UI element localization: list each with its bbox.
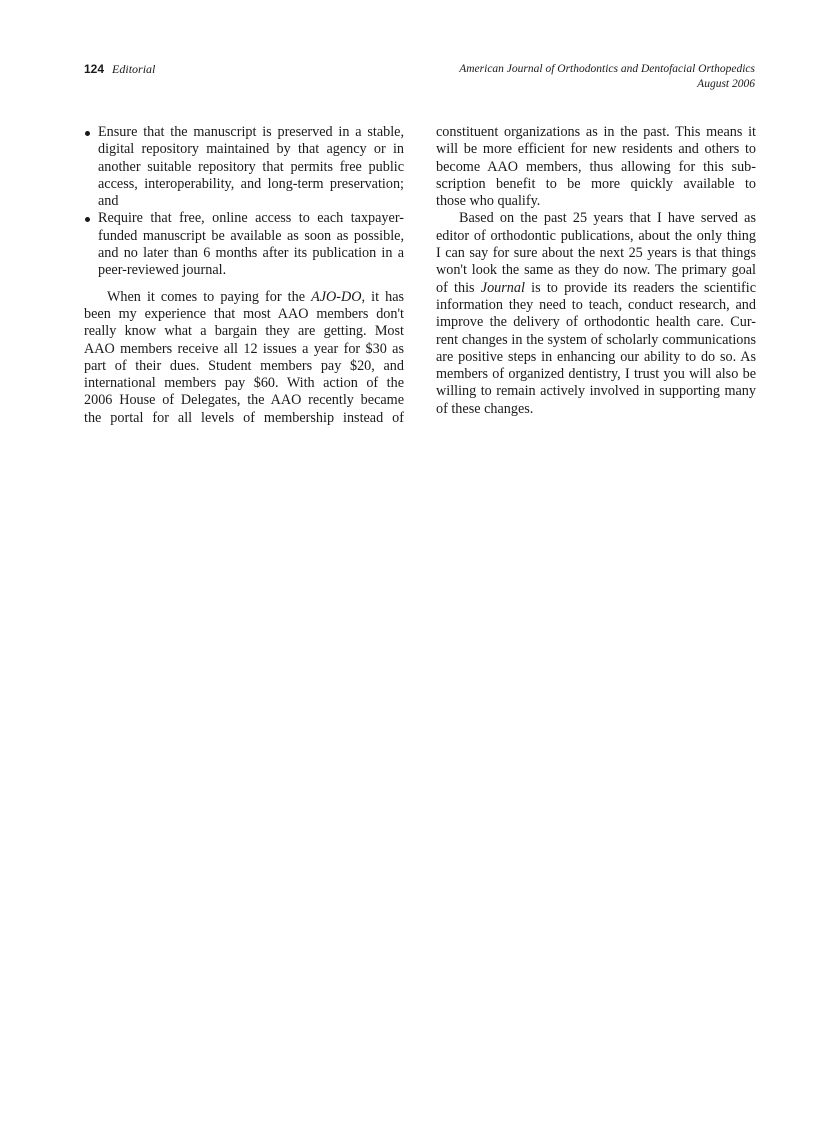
text-line: editor of orthodontic publications, about the only thing bbox=[436, 227, 756, 244]
journal-title: American Journal of Orthodontics and Dentofacial Orthopedics bbox=[459, 63, 755, 75]
text-line: 2006 House of Delegates, the AAO recently became bbox=[84, 392, 404, 409]
text-line: really know what a bargain they are getting. Most bbox=[84, 323, 404, 340]
text-line: Require that free, online access to each taxpayer- bbox=[98, 210, 404, 227]
text-line: rent changes in the system of scholarly communications bbox=[436, 331, 756, 348]
page-number: 124 bbox=[84, 62, 105, 76]
section-name: Editorial bbox=[112, 62, 156, 76]
text-run: When it comes to paying for the bbox=[107, 288, 312, 305]
text-line: been my experience that most AAO members don't bbox=[84, 305, 404, 322]
paragraph-continuation bbox=[436, 124, 756, 210]
journal-abbreviation: AJO-DO bbox=[311, 288, 362, 305]
paragraph-subscription bbox=[84, 289, 404, 427]
text-line: funded manuscript be available as soon as possible, bbox=[98, 227, 404, 244]
text-line: constituent organizations as in the past. This means it bbox=[436, 124, 756, 140]
left-column bbox=[84, 124, 404, 427]
text-line: are positive steps in enhancing our ability to do so. As bbox=[436, 348, 756, 365]
journal-name: Journal bbox=[480, 279, 525, 296]
text-line bbox=[84, 289, 404, 306]
text-line: part of their dues. Student members pay $20, and bbox=[84, 357, 404, 374]
text-line: become AAO members, thus allowing for this sub- bbox=[436, 158, 756, 175]
text-run: of this bbox=[436, 279, 481, 296]
text-line: and no later than 6 months after its publication in a bbox=[98, 245, 404, 262]
text-line: Ensure that the manuscript is preserved in a stable, bbox=[98, 124, 404, 140]
text-line: the portal for all levels of membership instead of bbox=[84, 409, 404, 426]
text-line: improve the delivery of orthodontic health care. Cur- bbox=[436, 314, 756, 331]
paragraph-closing bbox=[436, 210, 756, 418]
text-line: scription benefit to be more quickly available to bbox=[436, 175, 756, 192]
bullet-item bbox=[84, 210, 404, 279]
bullet-icon bbox=[85, 131, 90, 136]
text-run: is to provide its readers the scientific bbox=[524, 279, 756, 296]
running-head-left bbox=[84, 62, 155, 77]
text-line: willing to remain actively involved in supporting many bbox=[436, 383, 756, 400]
text-line: information they need to teach, conduct research, and bbox=[436, 296, 756, 313]
text-line: AAO members receive all 12 issues a year for $30 as bbox=[84, 340, 404, 357]
text-line bbox=[436, 280, 756, 297]
text-run: , it has bbox=[361, 288, 405, 305]
bullet-icon bbox=[85, 217, 90, 222]
running-head-right bbox=[459, 62, 755, 92]
issue-date: August 2006 bbox=[697, 78, 755, 90]
text-line: will be more efficient for new residents and others to bbox=[436, 141, 756, 158]
text-line: those who qualify. bbox=[436, 193, 541, 210]
text-line: I can say for sure about the next 25 years is that things bbox=[436, 245, 756, 262]
text-line: international members pay $60. With action of the bbox=[84, 375, 404, 392]
text-line: access, interoperability, and long-term preservation; bbox=[98, 175, 404, 192]
text-line: another suitable repository that permits free public bbox=[98, 158, 404, 175]
text-line: members of organized dentistry, I trust you will also be bbox=[436, 366, 756, 383]
bullet-list bbox=[84, 124, 404, 280]
bullet-item bbox=[84, 124, 404, 210]
text-line: Based on the past 25 years that I have served as bbox=[459, 210, 756, 227]
text-line: won't look the same as they do now. The primary goal bbox=[436, 262, 756, 279]
text-line: peer-reviewed journal. bbox=[98, 262, 227, 279]
right-column bbox=[436, 124, 756, 418]
text-line: of these changes. bbox=[436, 400, 534, 417]
text-line: digital repository maintained by that agency or in bbox=[98, 141, 404, 158]
text-line: and bbox=[98, 193, 119, 210]
